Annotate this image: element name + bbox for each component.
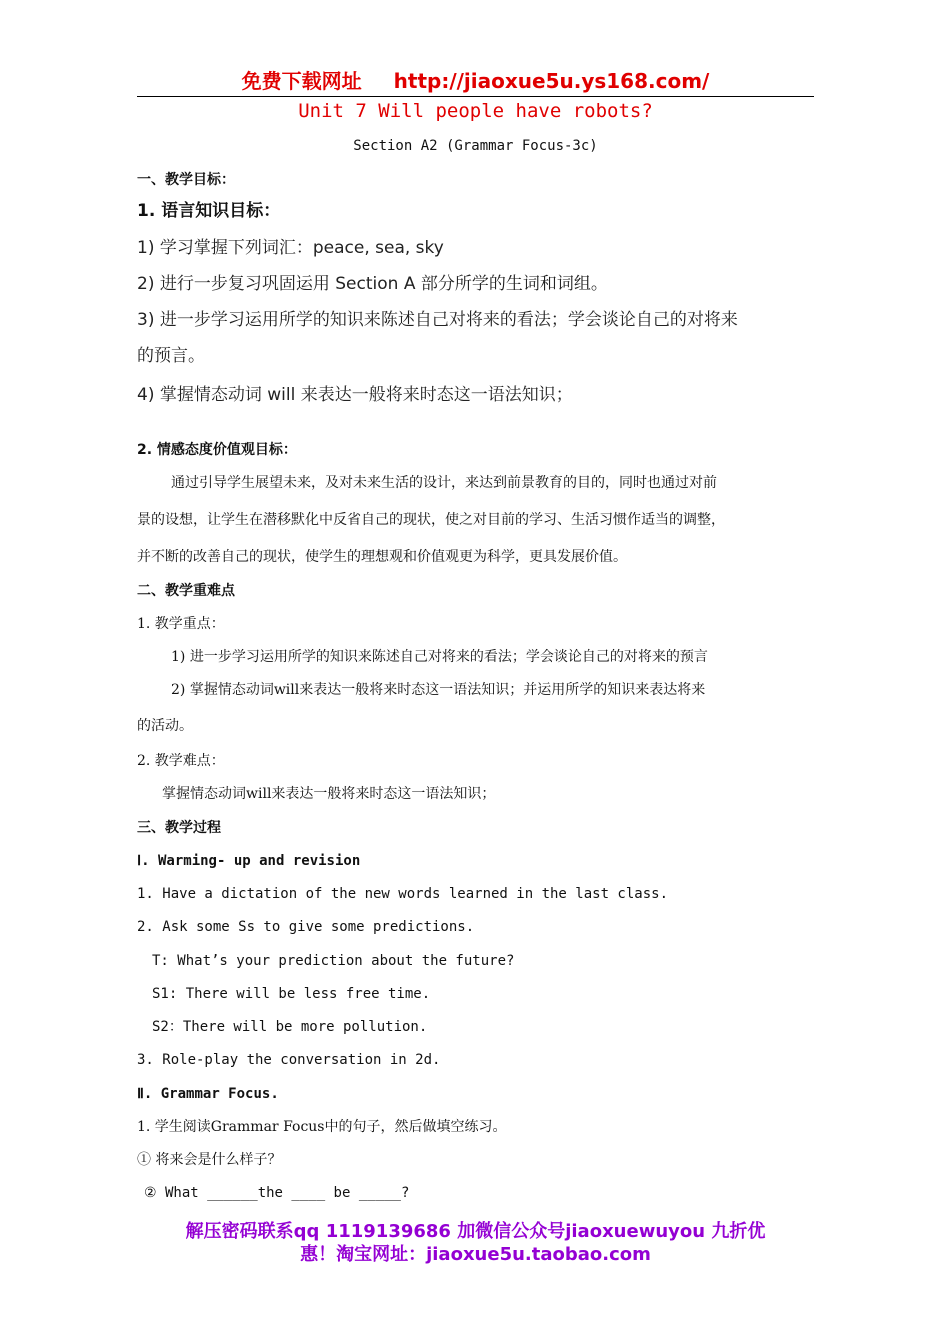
emotion-paragraph-line-3: 并不断的改善自己的现状，使学生的理想观和价值观更为科学，更具发展价值。	[137, 549, 627, 565]
dialogue-s1: S1: There will be less free time.	[152, 986, 431, 1002]
footer-contact-line-1: 解压密码联系qq 1119139686 加微信公众号jiaoxuewuyou 九折优	[185, 1221, 766, 1242]
lang-goal-item-1: 1) 学习掌握下列词汇：peace, sea, sky	[137, 238, 444, 258]
header-url[interactable]: http://jiaoxue5u.ys168.com/	[393, 69, 710, 93]
emotion-goal-heading: 2. 情感态度价值观目标：	[137, 442, 297, 458]
grammar-question-1: ① 将来会是什么样子？	[137, 1152, 282, 1168]
footer-contact-line-2[interactable]: 惠！淘宝网址：jiaoxue5u.taobao.com	[300, 1244, 651, 1265]
emotion-paragraph-line-2: 景的设想，让学生在潜移默化中反省自己的现状，使之对目前的学习、生活习惯作适当的调整，	[137, 512, 725, 528]
key-point-item-2: 2) 掌握情态动词will来表达一般将来时态这一语法知识；并运用所学的知识来表达将来	[171, 682, 706, 698]
dialogue-s2: S2：There will be more pollution.	[152, 1019, 428, 1035]
warmup-heading: Ⅰ. Warming- up and revision	[137, 853, 361, 869]
grammar-focus-heading: Ⅱ. Grammar Focus.	[137, 1086, 279, 1102]
language-goal-heading: 1. 语言知识目标：	[137, 201, 281, 221]
difficult-point-item: 掌握情态动词will来表达一般将来时态这一语法知识；	[162, 786, 496, 802]
key-point-item-1: 1) 进一步学习运用所学的知识来陈述自己对将来的看法；学会谈论自己的对将来的预言	[171, 649, 708, 665]
warmup-item-2: 2. Ask some Ss to give some predictions.	[137, 919, 475, 935]
key-points-label: 1. 教学重点：	[137, 616, 225, 632]
page-header	[137, 66, 814, 97]
lang-goal-item-2: 2) 进行一步复习巩固运用 Section A 部分所学的生词和词组。	[137, 274, 608, 294]
emotion-paragraph-line-1: 通过引导学生展望未来，及对未来生活的设计，来达到前景教育的目的，同时也通过对前	[171, 475, 717, 491]
document-title: Unit 7 Will people have robots?	[298, 100, 653, 122]
dialogue-teacher: T: What’s your prediction about the future?	[152, 953, 515, 969]
section-teaching-goals-heading: 一、教学目标：	[137, 172, 235, 188]
section-process-heading: 三、教学过程	[137, 820, 221, 836]
difficult-points-label: 2. 教学难点：	[137, 753, 225, 769]
lang-goal-item-3-cont: 的预言。	[137, 346, 205, 366]
warmup-item-1: 1. Have a dictation of the new words learned in the last class.	[137, 886, 669, 902]
grammar-item-1: 1. 学生阅读Grammar Focus中的句子，然后做填空练习。	[137, 1119, 507, 1135]
document-subtitle: Section A2 (Grammar Focus-3c)	[353, 138, 598, 154]
warmup-item-3: 3. Role-play the conversation in 2d.	[137, 1052, 441, 1068]
lang-goal-item-3: 3) 进一步学习运用所学的知识来陈述自己对将来的看法；学会谈论自己的对将来	[137, 310, 738, 330]
lang-goal-item-4: 4) 掌握情态动词 will 来表达一般将来时态这一语法知识；	[137, 385, 573, 405]
header-free-download: 免费下载网址	[241, 69, 362, 93]
section-key-difficult-heading: 二、教学重难点	[137, 583, 235, 599]
key-point-item-2-cont: 的活动。	[137, 718, 193, 734]
grammar-fill-blank-2: ② What ______the ____ be _____?	[144, 1185, 410, 1201]
